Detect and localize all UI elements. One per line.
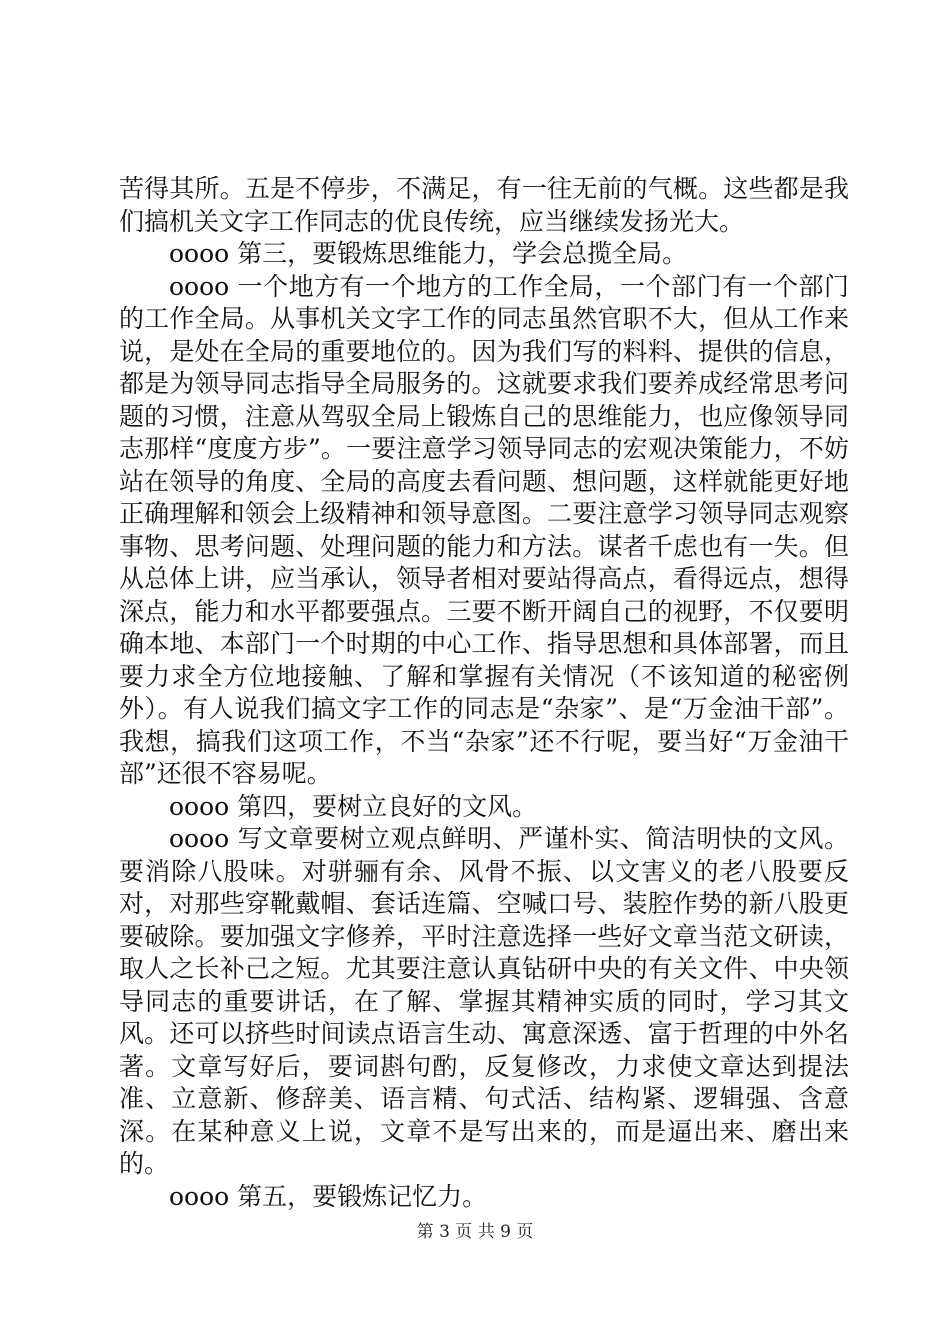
paragraph-heading-fifth: oooo 第五，要锻炼记忆力。 bbox=[169, 1181, 488, 1211]
paragraph-heading-third: oooo 第三，要锻炼思维能力，学会总揽全局。 bbox=[169, 239, 688, 268]
document-body bbox=[119, 173, 849, 1213]
page-footer: 第 3 页 共 9 页 bbox=[416, 1222, 534, 1242]
paragraph-continuation: 苦得其所。五是不停步，不满足，有一往无前的气概。这些都是我们搞机关文字工作同志的优良传统，应当继续发扬光大。 bbox=[119, 174, 849, 236]
paragraph-heading-fourth: oooo 第四，要树立良好的文风。 bbox=[169, 791, 538, 821]
paragraph-body-fourth: oooo 写文章要树立观点鲜明、严谨朴实、简洁明快的文风。要消除八股味。对骈骊有余、风骨不振、以文害义的老八股要反对，对那些穿靴戴帽、套话连篇、空喊口号、装腔作势的新八股更要破除。要加强文字修养，平时注意选择一些好文章当范文研读，取人之长补己之短。尤其要注意认真钻研中央的有关文件、中央领导同志的重要讲话，在了解、掌握其精神实质的同时，学习其文风。还可以挤些时间读点语言生动、寓意深透、富于哲理的中外名著。文章写好后，要词斟句酌，反复修改，力求使文章达到提法准、立意新、修辞美、语言精、句式活、结构紧、逻辑强、含意深。在某种意义上说，文章不是写出来的，而是逼出来、磨出来的。 bbox=[119, 824, 849, 1178]
paragraph-body-third: oooo 一个地方有一个地方的工作全局，一个部门有一个部门的工作全局。从事机关文字工作的同志虽然官职不大，但从工作来说，是处在全局的重要地位的。因为我们写的料料、提供的信息，都是为领导同志指导全局服务的。这就要求我们要养成经常思考问题的习惯，注意从驾驭全局上锻炼自己的思维能力，也应像领导同志那样“度度方步”。一要注意学习领导同志的宏观决策能力，不妨站在领导的角度、全局的高度去看问题、想问题，这样就能更好地正确理解和领会上级精神和领导意图。二要注意学习领导同志观察事物、思考问题、处理问题的能力和方法。谋者千虑也有一失。但从总体上讲，应当承认，领导者相对要站得高点，看得远点，想得深点，能力和水平都要强点。三要不断开阔自己的视野，不仅要明确本地、本部门一个时期的中心工作、指导思想和具体部署，而且要力求全方位地接触、了解和掌握有关情况（不该知道的秘密例外）。有人说我们搞文字工作的同志是“杂家”、是“万金油干部”。我想，搞我们这项工作，不当“杂家”还不行呢，要当好“万金油干部”还很不容易呢。 bbox=[119, 271, 849, 788]
